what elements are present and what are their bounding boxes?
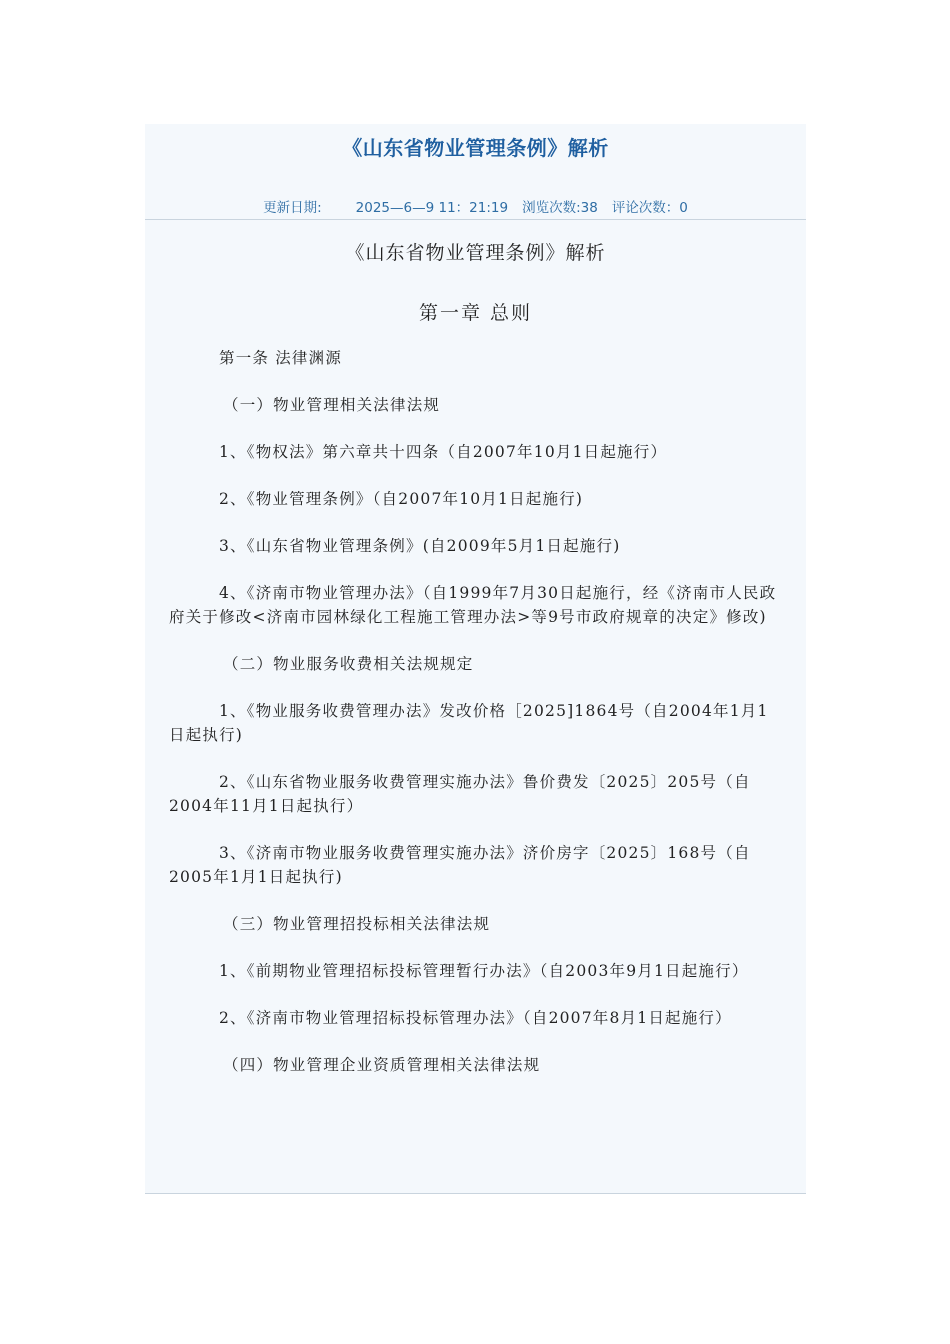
list-item: 3、《山东省物业管理条例》(自2009年5月1日起施行) xyxy=(219,537,621,555)
list-item: 2、《济南市物业管理招标投标管理办法》（自2007年8月1日起施行） xyxy=(219,1009,732,1027)
section-heading: （三）物业管理招投标相关法律法规 xyxy=(223,915,491,933)
section-heading: （二）物业服务收费相关法规规定 xyxy=(223,655,474,673)
list-item: 1、《物业服务收费管理办法》发改价格［2025]1864号（自2004年1月1日起执行) xyxy=(169,702,769,744)
article-meta xyxy=(145,196,806,216)
page-title: 《山东省物业管理条例》解析 xyxy=(342,136,609,160)
update-date-label: 更新日期: xyxy=(263,200,322,216)
list-item: 1、《前期物业管理招标投标管理暂行办法》（自2003年9月1日起施行） xyxy=(219,962,749,980)
article-page xyxy=(145,124,806,1194)
view-count: 浏览次数:38 xyxy=(522,200,598,216)
list-item: 4、《济南市物业管理办法》（自1999年7月30日起施行，经《济南市人民政府关于修改<济南市园林绿化工程施工管理办法>等9号市政府规章的决定》修改) xyxy=(169,584,777,626)
article-header xyxy=(145,124,806,220)
update-date-value: 2025—6—9 11：21:19 xyxy=(355,200,509,216)
comment-count: 评论次数：0 xyxy=(611,200,688,216)
article-body xyxy=(145,220,806,1077)
list-item: 3、《济南市物业服务收费管理实施办法》济价房字〔2025〕168号（自2005年1月1日起执行) xyxy=(169,844,751,886)
document-title: 《山东省物业管理条例》解析 xyxy=(345,242,606,264)
section-heading: （四）物业管理企业资质管理相关法律法规 xyxy=(223,1056,541,1074)
list-item: 2、《山东省物业服务收费管理实施办法》鲁价费发〔2025〕205号（自2004年11月1日起执行） xyxy=(169,773,751,815)
list-item: 2、《物业管理条例》（自2007年10月1日起施行) xyxy=(219,490,584,508)
list-item: 1、《物权法》第六章共十四条（自2007年10月1日起施行） xyxy=(219,443,668,461)
article-heading: 第一条 法律渊源 xyxy=(219,349,343,367)
chapter-heading: 第一章 总则 xyxy=(418,302,533,324)
section-heading: （一）物业管理相关法律法规 xyxy=(223,396,441,414)
